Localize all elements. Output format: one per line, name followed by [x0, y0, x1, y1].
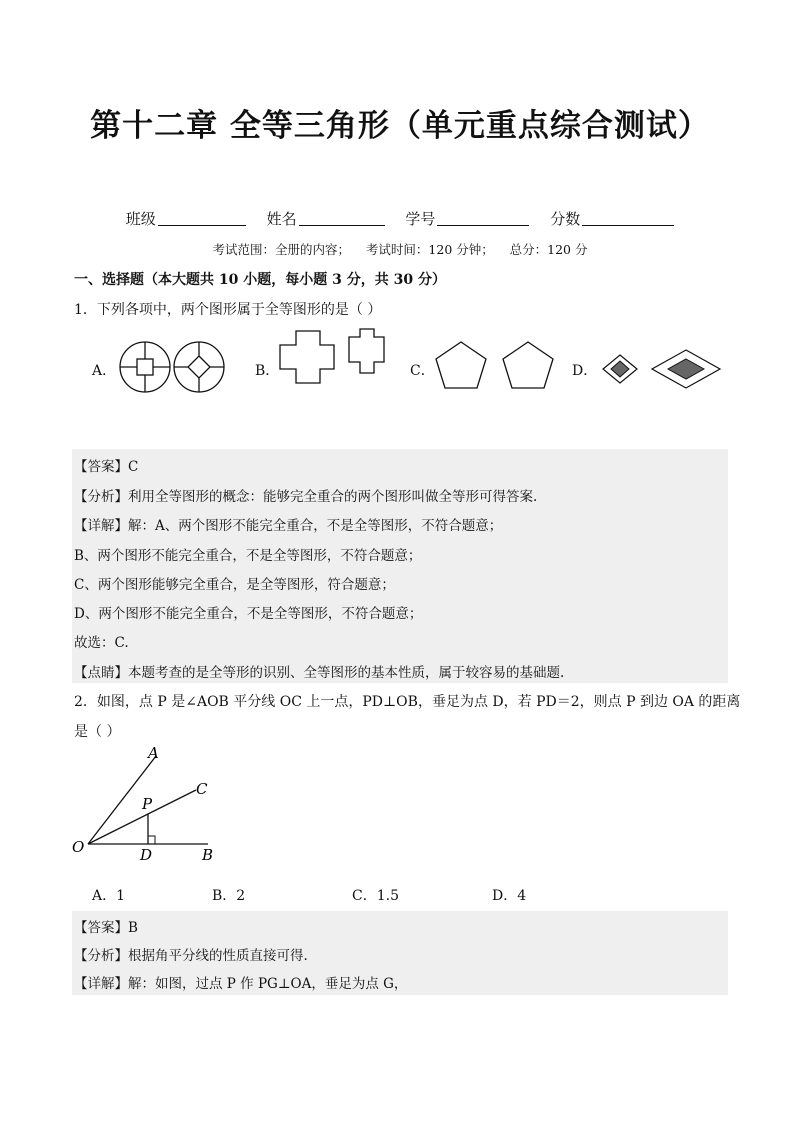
id-blank — [437, 211, 529, 226]
section-heading: 一、选择题（本大题共 10 小题，每小题 3 分，共 30 分） — [74, 272, 446, 288]
point-o-label: O — [72, 838, 85, 856]
class-label: 班级 — [125, 210, 156, 228]
q2-stem: 2．如图，点 P 是∠AOB 平分线 OC 上一点，PD⊥OB，垂足为点 D，若 PD＝2，则点 P 到边 OA 的距离 — [74, 694, 741, 710]
q1-option-b-label: B． — [255, 363, 280, 379]
point-d-label: D — [140, 846, 153, 864]
q1-option-b-figure — [276, 325, 396, 395]
q2-stem-continued: 是（ ） — [74, 724, 121, 740]
student-info-row — [0, 208, 800, 229]
q2-option-c: C．1.5 — [352, 888, 399, 904]
point-c-label: C — [196, 780, 208, 798]
point-a-label: A — [148, 744, 159, 762]
q1-option-c-label: C． — [410, 363, 435, 379]
q1-option-a-label: A． — [92, 363, 117, 379]
class-blank — [158, 211, 246, 226]
q2-option-d: D．4 — [492, 888, 527, 904]
id-label: 学号 — [405, 210, 436, 228]
q1-option-c-figure — [433, 338, 563, 394]
point-b-label: B — [202, 846, 214, 864]
q1-detail-line: 【详解】解：A、两个图形不能完全重合，不是全等图形，不符合题意； — [74, 518, 503, 534]
q2-answer: 【答案】B — [74, 920, 138, 936]
exam-scope: 考试范围：全册的内容； 考试时间：120 分钟； 总分：120 分 — [212, 242, 588, 257]
q1-analysis: 【分析】利用全等图形的概念：能够完全重合的两个图形叫做全等形可得答案. — [74, 489, 538, 505]
q1-detail-line: B、两个图形不能完全重合，不是全等图形，不符合题意； — [74, 548, 422, 564]
name-blank — [299, 211, 385, 226]
q1-option-d-label: D． — [572, 363, 598, 379]
q1-conclusion: 故选：C. — [74, 635, 129, 651]
q2-geometry-figure — [68, 742, 228, 867]
q1-comment: 【点睛】本题考查的是全等形的识别、全等图形的基本性质，属于较容易的基础题. — [74, 665, 565, 681]
q1-detail-line: C、两个图形能够完全重合，是全等图形，符合题意； — [74, 577, 395, 593]
q1-answer: 【答案】C — [74, 459, 139, 475]
page-title: 第十二章 全等三角形（单元重点综合测试） — [90, 108, 710, 144]
q2-analysis: 【分析】根据角平分线的性质直接可得. — [74, 948, 308, 964]
q2-detail: 【详解】解：如图，过点 P 作 PG⊥OA，垂足为点 G， — [74, 976, 408, 992]
q2-option-b: B．2 — [212, 888, 246, 904]
q2-option-a: A．1 — [92, 888, 126, 904]
q1-option-d-figure — [598, 347, 730, 391]
score-label: 分数 — [550, 210, 581, 228]
q1-stem: 1．下列各项中，两个图形属于全等图形的是（ ） — [74, 302, 382, 318]
q1-option-a-figure — [115, 340, 230, 395]
score-blank — [582, 211, 674, 226]
point-p-label: P — [142, 795, 153, 813]
q1-detail-line: D、两个图形不能完全重合，不是全等图形，不符合题意； — [74, 606, 423, 622]
name-label: 姓名 — [266, 210, 297, 228]
